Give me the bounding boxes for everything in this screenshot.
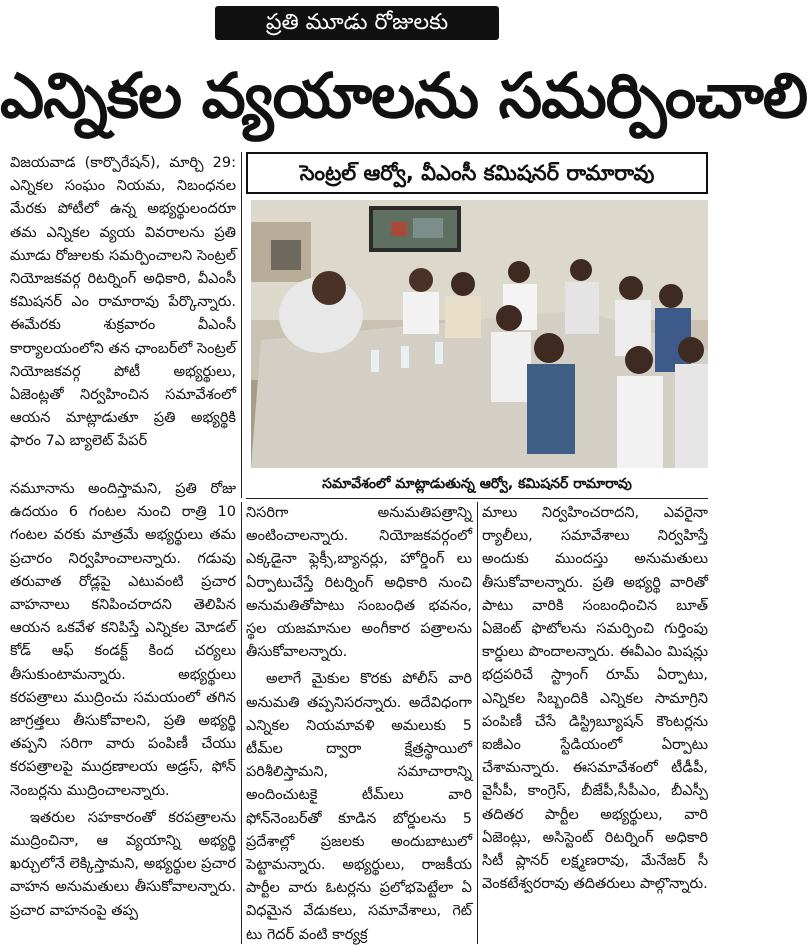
article-column-3 [482, 502, 708, 944]
caption-rule [246, 498, 708, 499]
article-paragraph: నిసరిగా అనుమతిపత్రాన్ని అంటించాలన్నారు. నియోజకవర్గంలో ఎక్కడైనా ఫ్లెక్సీ,బ్యానర్లు, హోర్డింగ్ లు ఏర్పాటుచేస్తే రిటర్నింగ్ అధికారి నుంచి అనుమతితోపాటు సంబంధిత భవనం, స్థల యజమానుల అంగీకార పత్రాలను తీసుకోవాలన్నారు. [246, 505, 472, 661]
meeting-photo-illustration [251, 200, 708, 468]
subheading-box: సెంట్రల్ ఆర్వో, వీఎంసీ కమిషనర్ రామారావు [246, 152, 708, 194]
column-rule [477, 502, 478, 944]
article-column-2 [246, 502, 472, 944]
article-paragraph: అలాగే మైకుల కొరకు పోలీస్ వారి అనుమతి తప్పనిసరన్నారు. అదేవిధంగా ఎన్నికల నియమావళి అమలుకు 5 టీమ్‌ల ద్వారా క్షేత్రస్థాయిలో పరిశీలిస్తామని, సమాచారాన్ని అందించుటకై టీమ్‌లు వారి ఫోన్‌నెంబర్‌తో కూడిన బోర్డులను 5 ప్రదేశాల్లో ప్రజలకు అందుబాటులో పెట్టామన్నారు. అభ్యర్థులు, రాజకీయ పార్టీల వారు ఓటర్లను ప్రలోభపెట్టేలా ఏ విధమైన వేడుకలు, సమావేశాలు, గెట్ టు గెదర్ వంటి కార్యక్ర [246, 671, 472, 943]
article-paragraph: నమూనాను అందిస్తామని, ప్రతి రోజు ఉదయం 6 గంటల నుంచి రాత్రి 10 గంటల వరకు మాత్రమే అభ్యర్థులు తమ ప్రచారం నిర్వహించాలన్నారు. గడువు తరువాత రోడ్లపై ఎటువంటి ప్రచార వాహనాలు కనిపించరాదని తెలిపిన ఆయన ఒకవేళ కనిపిస్తే ఎన్నికల మోడల్ కోడ్ ఆఫ్ కండక్ట్ కింద చర్యలు తీసుకుంటామన్నారు. అభ్యర్థులు కరపత్రాలు ముద్రించు సమయంలో తగిన జాగ్రత్తలు తీసుకోవాలని, ప్రతి అభ్యర్థి తప్పని సరిగా వారు పంపిణీ చేయు కరపత్రాలపై ముద్రణాలయ అడ్రస్, ఫోన్ నెంబర్లను ముద్రించాలన్నారు. [10, 481, 236, 799]
column-rule [241, 152, 242, 498]
article-paragraph: ఇతరుల సహకారంతో కరపత్రాలను ముద్రించినా, ఆ వ్యయాన్ని అభ్యర్థి ఖర్చులోనే లెక్కిస్తామని, అభ్యర్థుల ప్రచార వాహన అనుమతులు తీసుకోవాలన్నారు. ప్రచార వాహనంపై తప్ప [10, 809, 236, 919]
article-column-1-bottom [10, 478, 236, 944]
meeting-photo [251, 200, 708, 468]
article-column-1-top [10, 152, 236, 477]
article-paragraph: మాలు నిర్వహించరాదని, ఎవరైనా ర్యాలీలు, సమావేశాలు నిర్వహిస్తే అందుకు ముందస్తు అనుమతులు తీసుకోవాలన్నారు. ప్రతి అభ్యర్థి వారితో పాటు వారికి సంబంధించిన బూత్ ఏజెంట్ ఫొటోలను సమర్పించి గుర్తింపు కార్డులు పొందాలన్నారు. ఈవీఎం మిషన్లు భద్రపరిచే స్ట్రాంగ్ రూమ్ ఏర్పాటు, ఎన్నికల సిబ్బందికి ఎన్నికల సామాగ్రిని పంపిణీ చేసే డిస్ట్రిబ్యూషన్ కౌంటర్లను ఐజీఎం స్టేడియంలో ఏర్పాటు చేశామన్నారు. ఈసమావేశంలో టీడీపీ, వైసీపీ, కాంగ్రెస్, బీజేపీ,సీపీఎం, బీఎస్పీ తదితర పార్టీల అభ్యర్థులు, వారి ఏజెంట్లు, అసిస్టెంట్ రిటర్నింగ్ అధికారి సిటీ ప్లానర్ లక్ష్మణరావు, మేనేజర్ సీ వెంకటేశ్వరరావు తదితరులు పాల్గొన్నారు. [482, 505, 708, 893]
kicker-label: ప్రతి మూడు రోజులకు [215, 6, 499, 40]
photo-caption: సమావేశంలో మాట్లాడుతున్న ఆర్వో, కమిషనర్ రామారావు [322, 476, 632, 492]
column-rule [241, 502, 242, 944]
headline: ఎన్నికల వ్యయాలను సమర్పించాలి [0, 59, 807, 132]
article-paragraph: విజయవాడ (కార్పొరేషన్), మార్చి 29: ఎన్నికల సంఘం నియమ, నిబంధనల మేరకు పోటీలో ఉన్న అభ్యర్థులందరూ తమ ఎన్నికల వ్యయ వివరాలను ప్రతి మూడు రోజులకు సమర్పించాలని సెంట్రల్ నియోజకవర్గ రిటర్నింగ్ అధికారి, వీఎంసీ కమిషనర్ ఎం రామారావు పేర్కొన్నారు. ఈమేరకు శుక్రవారం వీఎంసీ కార్యాలయంలోని తన ఛాంబర్‌లో సెంట్రల్ నియోజకవర్గ పోటీ అభ్యర్థులు, ఏజెంట్లతో నిర్వహించిన సమావేశంలో ఆయన మాట్లాడుతూ ప్రతి అభ్యర్థికి ఫారం 7ఎ బ్యాలెట్ పేపర్ [10, 155, 236, 450]
